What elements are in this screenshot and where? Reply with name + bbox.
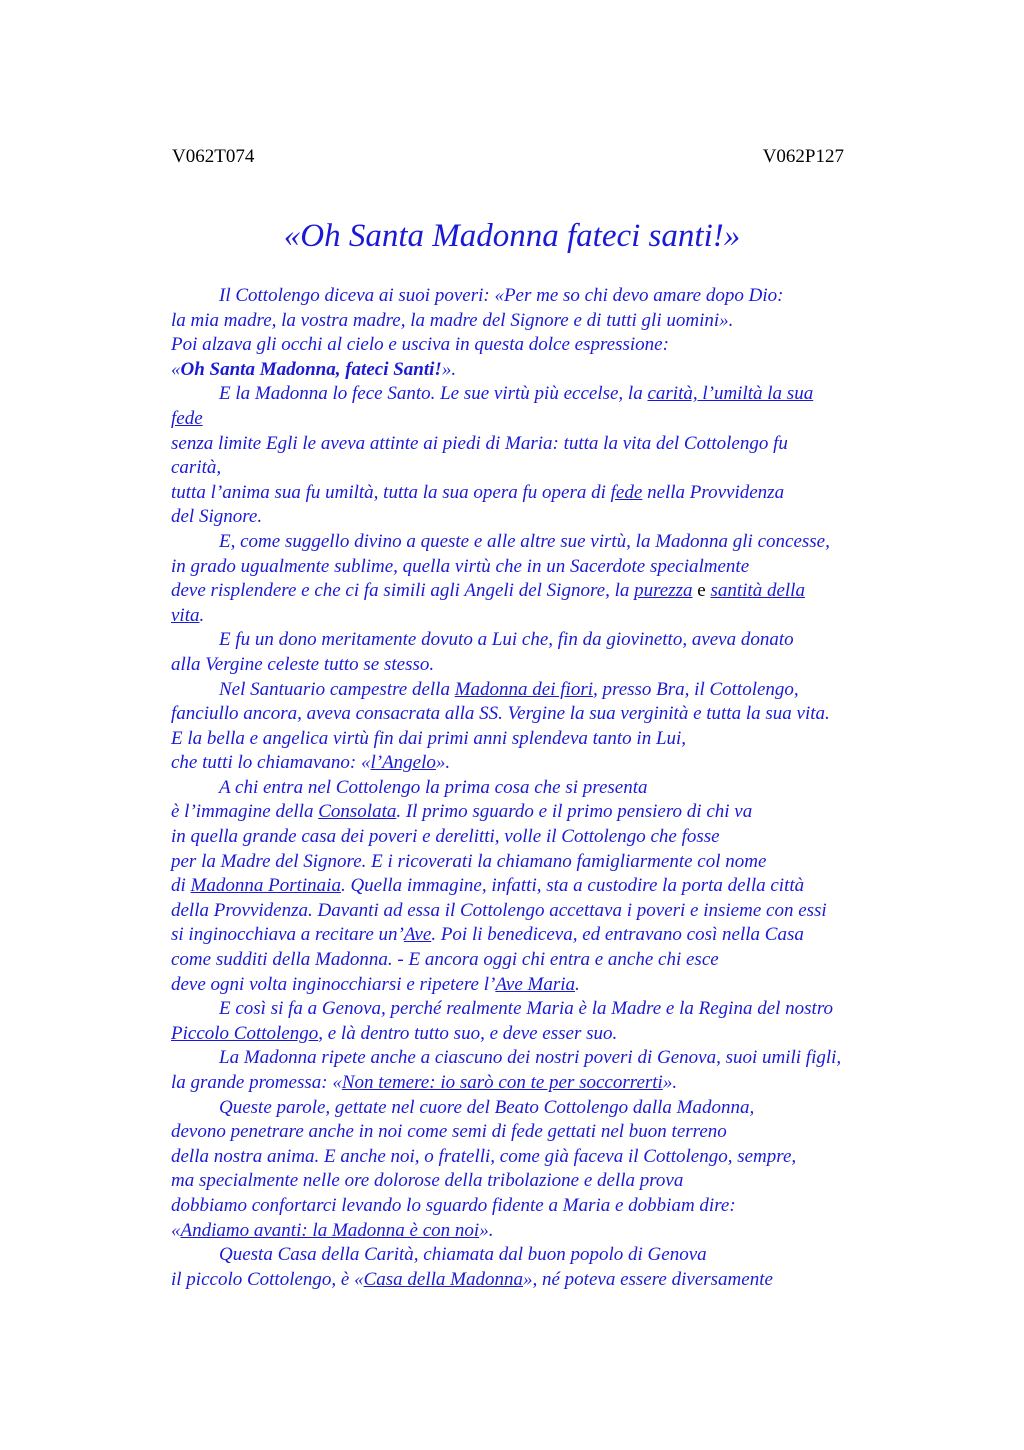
text-line — [171, 948, 911, 973]
text-run: A chi entra nel Cottolengo la prima cosa che si presenta — [219, 776, 648, 798]
text-run: . Poi li benediceva, ed entravano così nella Casa — [431, 924, 804, 946]
text-run: », né poteva essere diversamente — [523, 1268, 773, 1290]
text-run: il piccolo Cottolengo, è « — [171, 1268, 364, 1290]
text-run: , e là dentro tutto suo, e deve esser suo. — [318, 1022, 618, 1044]
text-run: E fu un dono meritamente dovuto a Lui che, fin da giovinetto, aveva donato — [219, 629, 794, 651]
text-line — [171, 678, 911, 703]
text-line — [171, 1120, 911, 1145]
text-line — [171, 751, 911, 776]
text-run: come sudditi della Madonna. - E ancora oggi chi entra e anche chi esce — [171, 949, 719, 971]
text-line — [171, 800, 911, 825]
text-line — [171, 1243, 911, 1268]
underlined-text: Consolata — [318, 801, 397, 823]
text-run: E così si fa a Genova, perché realmente Maria è la Madre e la Regina del nostro — [219, 998, 834, 1020]
underlined-text: Ave Maria — [495, 973, 576, 995]
header-left-code: V062T074 — [172, 146, 255, 167]
text-line — [171, 555, 911, 580]
text-line — [171, 776, 911, 801]
text-run: deve ogni volta inginocchiarsi e ripetere l’ — [171, 973, 496, 995]
underlined-text: Andiamo avanti: la Madonna è con noi — [180, 1219, 480, 1241]
text-line — [171, 923, 911, 948]
underlined-text: carità, l’umiltà la sua — [647, 383, 814, 405]
bold-text: Oh Santa Madonna, fateci Santi! — [180, 358, 442, 380]
text-run: « — [171, 1219, 181, 1241]
text-run: in grado ugualmente sublime, quella virtù che in un Sacerdote specialmente — [171, 555, 750, 577]
text-run: ma specialmente nelle ore dolorose della tribolazione e della prova — [171, 1170, 684, 1192]
text-run: . Quella immagine, infatti, sta a custodire la porta della città — [340, 875, 805, 897]
text-run: nella Provvidenza — [642, 481, 785, 503]
text-run: E la Madonna lo fece Santo. Le sue virtù più eccelse, la — [219, 383, 648, 405]
text-run: Queste parole, gettate nel cuore del Beato Cottolengo dalla Madonna, — [219, 1096, 755, 1118]
text-line — [171, 382, 911, 407]
text-line — [171, 309, 911, 334]
text-line — [171, 973, 911, 998]
text-run: alla Vergine celeste tutto se stesso. — [171, 653, 435, 675]
text-line — [171, 628, 911, 653]
text-run: carità, — [171, 457, 222, 479]
upright-text: e — [692, 580, 711, 602]
text-run: E la bella e angelica virtù fin dai primi anni splendeva tanto in Lui, — [171, 727, 687, 749]
underlined-text: purezza — [634, 580, 693, 602]
text-line — [171, 997, 911, 1022]
text-line — [171, 653, 911, 678]
text-run: devono penetrare anche in noi come semi di fede gettati nel buon terreno — [171, 1121, 727, 1143]
text-run: Il Cottolengo diceva ai suoi poveri: «Per me so chi devo amare dopo Dio: — [219, 285, 784, 306]
text-run: E, come suggello divino a queste e alle altre sue virtù, la Madonna gli concesse, — [219, 530, 830, 552]
text-line — [171, 727, 911, 752]
text-run: ». — [441, 358, 457, 380]
text-line — [171, 579, 911, 604]
text-line — [171, 1096, 911, 1121]
text-line — [171, 481, 911, 506]
text-run: si inginocchiava a recitare un’ — [171, 924, 404, 946]
text-line — [171, 333, 911, 358]
text-run: di — [171, 875, 191, 897]
header-right-code: V062P127 — [762, 146, 844, 167]
text-run: Questa Casa della Carità, chiamata dal buon popolo di Genova — [219, 1244, 707, 1266]
text-line — [171, 1022, 911, 1047]
text-run: dobbiamo confortarci levando lo sguardo fidente a Maria e dobbiam dire: — [171, 1194, 736, 1216]
text-line — [171, 825, 911, 850]
underlined-text: Piccolo Cottolengo — [171, 1022, 319, 1044]
text-run: senza limite Egli le aveva attinte ai piedi di Maria: tutta la vita del Cottolengo fu — [171, 432, 788, 454]
text-run: . — [199, 604, 205, 626]
text-line — [171, 850, 911, 875]
text-run: del Signore. — [171, 506, 263, 528]
text-run: che tutti lo chiamavano: « — [171, 752, 371, 774]
text-run: Nel Santuario campestre della — [219, 678, 455, 700]
underlined-text: Madonna Portinaia — [190, 875, 341, 897]
text-run: la grande promessa: « — [171, 1072, 342, 1093]
text-run: deve risplendere e che ci fa simili agli Angeli del Signore, la — [171, 580, 635, 602]
text-line — [171, 702, 911, 727]
text-line — [171, 407, 911, 432]
text-line — [171, 358, 911, 383]
text-line — [171, 1169, 911, 1194]
underlined-text: l’Angelo — [370, 752, 436, 774]
underlined-text: Madonna dei fiori — [454, 678, 593, 700]
text-run: Poi alzava gli occhi al cielo e usciva in questa dolce espressione: — [171, 334, 669, 356]
text-line — [171, 1071, 911, 1096]
text-line — [171, 1219, 911, 1244]
text-run: tutta l’anima sua fu umiltà, tutta la sua opera fu opera di — [171, 481, 611, 503]
text-run: della Provvidenza. Davanti ad essa il Cottolengo accettava i poveri e insieme con essi — [171, 899, 827, 921]
text-line — [171, 456, 911, 481]
text-run: per la Madre del Signore. E i ricoverati la chiamano famigliarmente col nome — [171, 850, 767, 872]
text-run: ». — [479, 1219, 494, 1241]
text-run: , presso Bra, il Cottolengo, — [593, 678, 799, 700]
page-title: «Oh Santa Madonna fateci santi!» — [283, 218, 741, 254]
underlined-text: Ave — [403, 924, 432, 946]
underlined-text: vita — [171, 604, 200, 626]
text-line — [171, 874, 911, 899]
underlined-text: fede — [171, 407, 203, 429]
text-line — [171, 432, 911, 457]
text-run: della nostra anima. E anche noi, o fratelli, come già faceva il Cottolengo, sempre, — [171, 1145, 797, 1167]
text-run: La Madonna ripete anche a ciascuno dei nostri poveri di Genova, suoi umili figli, — [219, 1047, 842, 1069]
text-run: . Il primo sguardo e il primo pensiero di chi va — [396, 801, 753, 823]
text-run: . — [575, 973, 580, 995]
text-run: fanciullo ancora, aveva consacrata alla SS. Vergine la sua verginità e tutta la sua vita. — [171, 703, 830, 725]
text-line — [171, 899, 911, 924]
text-run: è l’immagine della — [171, 801, 319, 823]
text-line — [171, 604, 911, 629]
underlined-text: fede — [610, 481, 643, 503]
underlined-text: santità della — [710, 580, 805, 602]
text-run: la mia madre, la vostra madre, la madre del Signore e di tutti gli uomini». — [171, 309, 734, 331]
text-line — [171, 1145, 911, 1170]
text-line — [171, 1268, 911, 1293]
text-line — [171, 284, 911, 309]
text-line — [171, 505, 911, 530]
text-run: ». — [662, 1072, 678, 1093]
text-run: ». — [435, 752, 451, 774]
text-run: « — [171, 358, 181, 380]
text-line — [171, 1046, 911, 1071]
body-text — [171, 284, 911, 1292]
underlined-text: Non temere: io sarò con te per soccorrerti — [341, 1072, 663, 1093]
text-run: in quella grande casa dei poveri e derelitti, volle il Cottolengo che fosse — [171, 826, 720, 848]
text-line — [171, 530, 911, 555]
text-line — [171, 1194, 911, 1219]
underlined-text: Casa della Madonna — [363, 1268, 523, 1290]
